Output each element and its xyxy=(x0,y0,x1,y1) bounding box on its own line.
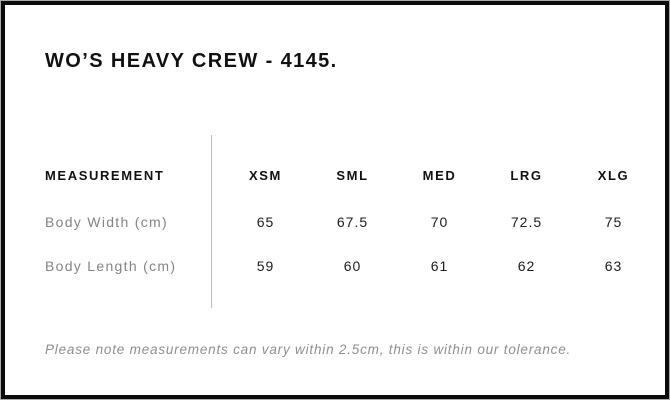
column-header-measurement: MEASUREMENT xyxy=(45,167,165,183)
column-header-xlg: XLG xyxy=(597,167,630,183)
body-length-sml-value: 60 xyxy=(343,258,362,274)
column-header-med: MED xyxy=(422,167,457,183)
body-length-med-value: 61 xyxy=(430,258,449,274)
body-width-xsm-value: 65 xyxy=(256,214,275,230)
body-width-xlg-value: 75 xyxy=(604,214,623,230)
column-header-xsm: XSM xyxy=(249,167,282,183)
body-width-lrg-value: 72.5 xyxy=(510,214,543,230)
body-width-sml-value: 67.5 xyxy=(336,214,369,230)
table-row-body-length xyxy=(45,251,657,281)
body-length-xsm-value: 59 xyxy=(256,258,275,274)
table-row-body-width xyxy=(45,207,657,237)
body-width-med-value: 70 xyxy=(430,214,449,230)
column-header-lrg: LRG xyxy=(510,167,543,183)
row-label-body-length: Body Length (cm) xyxy=(45,258,177,274)
row-label-body-width: Body Width (cm) xyxy=(45,214,168,230)
size-chart-table xyxy=(45,160,657,281)
tolerance-note: Please note measurements can vary within 2.5cm, this is within our tolerance. xyxy=(45,342,572,357)
table-header-row xyxy=(45,160,657,190)
column-header-sml: SML xyxy=(336,167,369,183)
body-length-xlg-value: 63 xyxy=(604,258,623,274)
product-title: WO’S HEAVY CREW - 4145. xyxy=(45,50,338,72)
body-length-lrg-value: 62 xyxy=(517,258,536,274)
